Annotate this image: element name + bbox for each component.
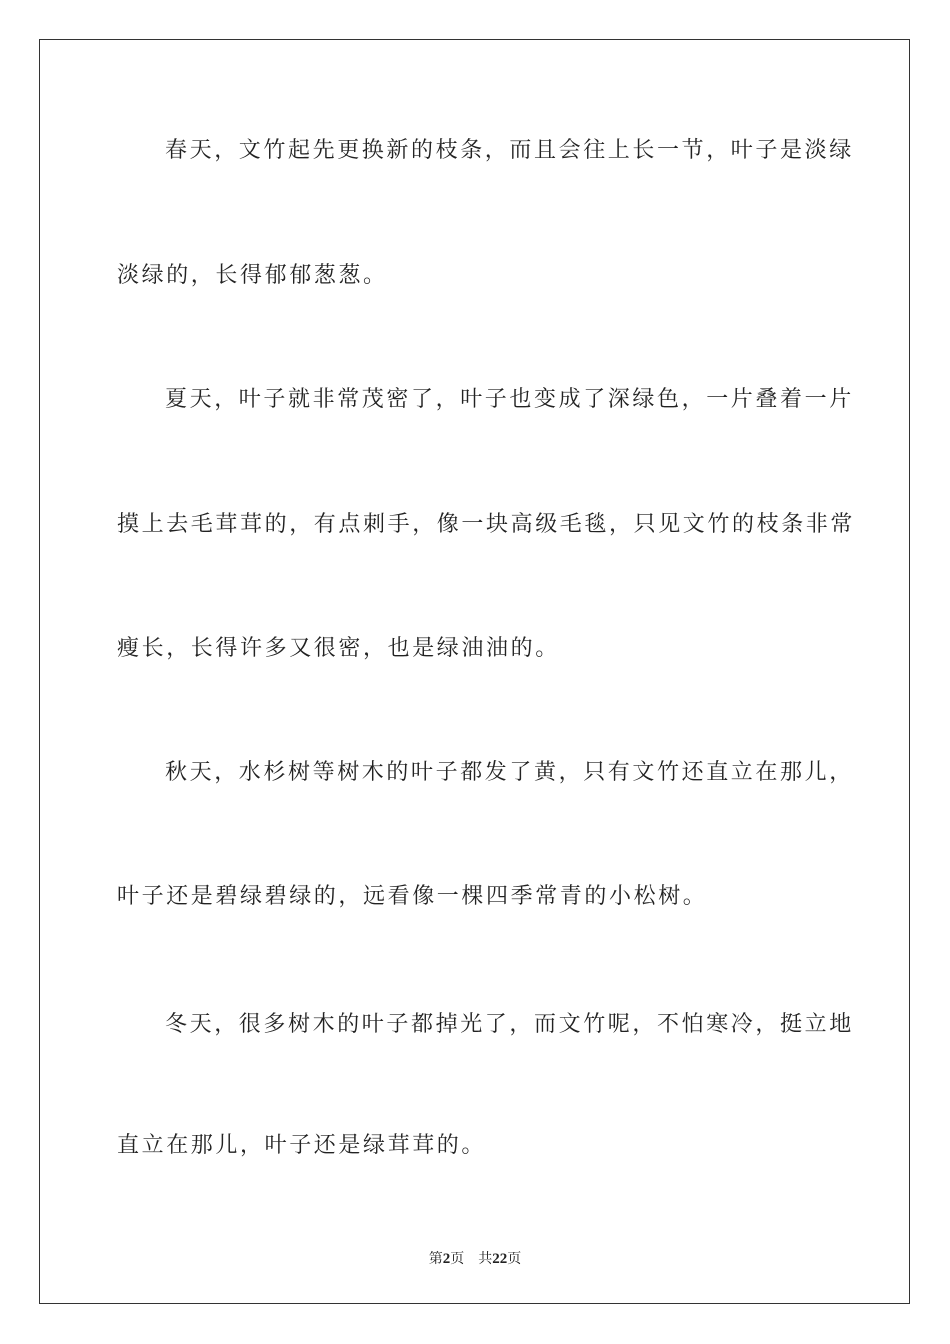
paragraph-autumn-line-1: 秋天，水杉树等树木的叶子都发了黄，只有文竹还直立在那儿， — [165, 760, 854, 785]
page-suffix: 页 — [450, 1251, 465, 1267]
paragraph-spring-line-1: 春天，文竹起先更换新的枝条，而且会往上长一节，叶子是淡绿 — [165, 138, 854, 163]
paragraph-winter-line-1: 冬天，很多树木的叶子都掉光了，而文竹呢，不怕寒冷，挺立地 — [165, 1012, 854, 1037]
page-frame — [39, 39, 910, 1304]
page-prefix: 第 — [428, 1251, 443, 1267]
paragraph-summer-line-3: 瘦长，长得许多又很密，也是绿油油的。 — [117, 636, 560, 661]
paragraph-winter-line-2: 直立在那儿，叶子还是绿茸茸的。 — [117, 1133, 487, 1158]
total-pages: 22 — [492, 1251, 508, 1267]
paragraph-autumn-line-2: 叶子还是碧绿碧绿的，远看像一棵四季常青的小松树。 — [117, 884, 708, 909]
total-prefix: 共 — [478, 1251, 493, 1267]
page-number: 2 — [442, 1251, 451, 1267]
paragraph-summer-line-2: 摸上去毛茸茸的，有点刺手，像一块高级毛毯，只见文竹的枝条非常 — [117, 512, 856, 537]
page-footer — [0, 1248, 950, 1268]
total-suffix: 页 — [507, 1251, 522, 1267]
paragraph-spring-line-2: 淡绿的，长得郁郁葱葱。 — [117, 263, 388, 288]
paragraph-summer-line-1: 夏天，叶子就非常茂密了，叶子也变成了深绿色，一片叠着一片 — [165, 387, 854, 412]
